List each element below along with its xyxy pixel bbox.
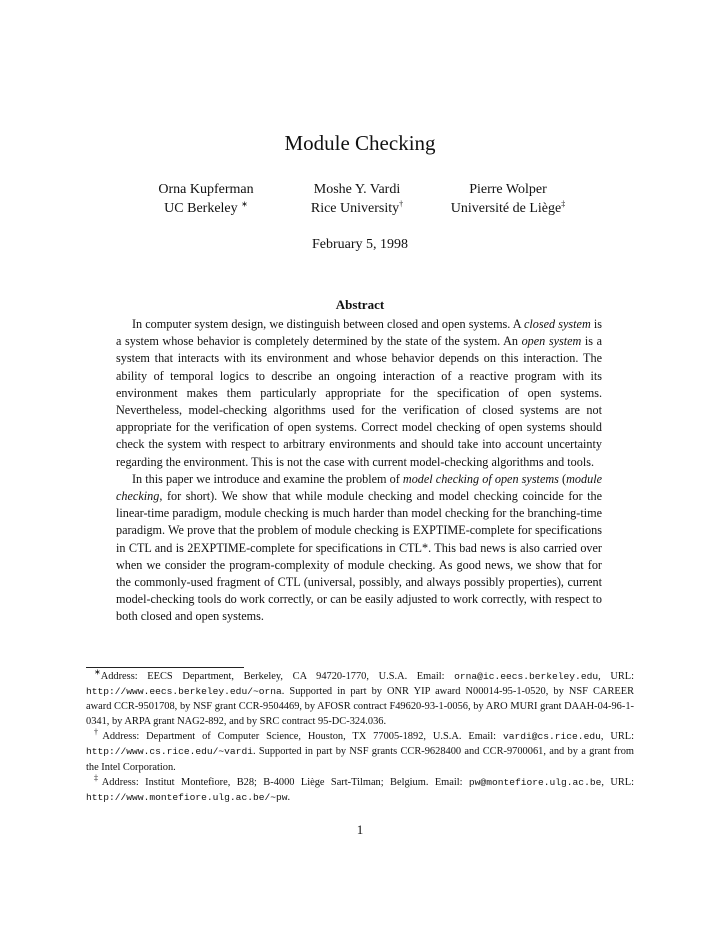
author-block-wolper [418, 180, 598, 218]
footnotes [86, 669, 634, 805]
paper-date: February 5, 1998 [311, 237, 409, 252]
author-affiliation: Université de Liège‡ [450, 199, 566, 216]
author-name: Pierre Wolper [469, 182, 547, 197]
email-link[interactable]: vardi@cs.rice.edu [502, 731, 601, 743]
footnote-kupferman: ∗Address: EECS Department, Berkeley, CA 94720-1770, U.S.A. Email: orna@ic.eecs.berkeley.edu, URL: http://www.eecs.berkeley.edu/~orna. Supported in part by ONR YIP award N00014-95-1-0520, by NSF CAREER award CCR-9501708, by NSF grant CCR-9504469, by AFOSR contract F49620-93-1-0056, by ARO MURI grant DAAH-04-96-1-0341, by ARPA grant NAG2-892, and by SRC contract 95-DC-324.036. [86, 667, 634, 728]
footnote-rule [86, 667, 244, 668]
url-link[interactable]: http://www.cs.rice.edu/~vardi [86, 746, 253, 758]
footnote-mark: ∗ [241, 199, 248, 209]
paper-title: Module Checking [284, 131, 436, 155]
url-link[interactable]: http://www.montefiore.ulg.ac.be/~pw [86, 791, 288, 803]
url-link[interactable]: http://www.eecs.berkeley.edu/~orna [86, 686, 282, 698]
footnote-vardi: †Address: Department of Computer Science, Houston, TX 77005-1892, U.S.A. Email: vardi@cs.rice.edu, URL: http://www.cs.rice.edu/~vardi. Supported in part by NSF grants CCR-9628400 and CCR-9700061, and by a grant from the Intel Corporation. [86, 727, 635, 773]
page-number: 1 [356, 822, 364, 837]
footnote-mark: † [399, 199, 404, 209]
footnote-mark: ‡ [561, 199, 566, 209]
abstract-paragraph: In this paper we introduce and examine the problem of model checking of open systems (module checking, for short). We show that while module checking and model checking coincide for the linear-time paradigm, module checking is much harder than model checking for the branching-time paradigm. We prove that the problem of module checking is EXPTIME-complete for specifications in CTL and is 2EXPTIME-complete for specifications in CTL*. This bad news is also carried over when we consider the program-complexity of module checking. As good news, we show that for the commonly-used fragment of CTL (universal, possibly, and always possibly properties), current model-checking tools do work correctly, or can be easily adjusted to work correctly, with respect to both closed and open systems. [116, 471, 602, 624]
author-name: Moshe Y. Vardi [313, 182, 401, 197]
footnote-wolper: ‡Address: Institut Montefiore, B28; B-4000 Liège Sart-Tilman; Belgium. Email: pw@montefiore.ulg.ac.be, URL: http://www.montefiore.ulg.ac.be/~pw. [86, 773, 635, 803]
abstract-heading: Abstract [335, 297, 385, 312]
email-link[interactable]: orna@ic.eecs.berkeley.edu [454, 671, 599, 682]
abstract-body [116, 316, 602, 626]
abstract-paragraph: In computer system design, we distinguish between closed and open systems. A closed system is a system whose behavior is completely determined by the state of the system. An open system is a system that interacts with its environment and whose behavior depends on this interaction. The ability of temporal logics to describe an ongoing interaction of a reactive program with its environment makes them particularly appropriate for the specification of open systems. Nevertheless, model-checking algorithms used for the verification of closed systems are not appropriate for the verification of open systems. Correct model checking of open systems should check the system with respect to arbitrary environments and should take into account uncertainty regarding the environment. This is not the case with current model-checking algorithms and tools. [116, 317, 602, 469]
author-name: Orna Kupferman [158, 182, 254, 197]
author-affiliation: Rice University† [310, 199, 404, 216]
author-affiliation: UC Berkeley ∗ [164, 199, 248, 216]
email-link[interactable]: pw@montefiore.ulg.ac.be [468, 776, 602, 788]
